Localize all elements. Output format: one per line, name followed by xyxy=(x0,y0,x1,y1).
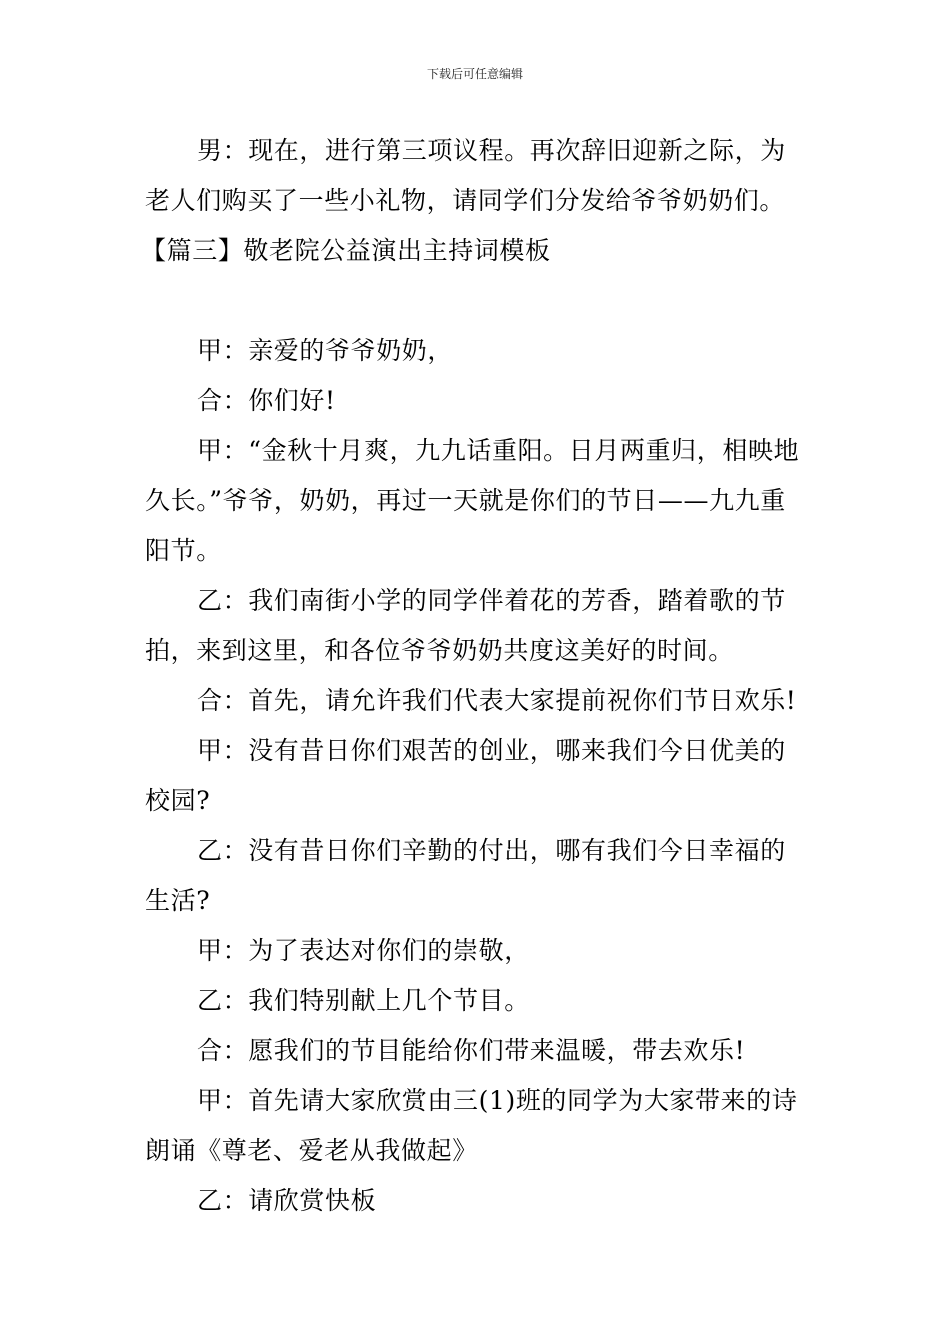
dialogue-line: 甲：亲爱的爷爷奶奶， xyxy=(197,336,454,365)
dialogue-line: 乙：我们特别献上几个节目。 xyxy=(197,986,530,1015)
document-body xyxy=(141,126,810,1226)
blank-line xyxy=(145,276,810,326)
dialogue-line: 乙：没有昔日你们辛勤的付出，哪有我们今日幸福的生活? xyxy=(145,836,786,915)
dialogue-line: 甲：首先请大家欣赏由三(1)班的同学为大家带来的诗朗诵《尊老、爱老从我做起》 xyxy=(145,1086,798,1165)
section-title: 【篇三】敬老院公益演出主持词模板 xyxy=(141,236,551,265)
paragraph-gifts: 男：现在，进行第三项议程。再次辞旧迎新之际，为老人们购买了一些小礼物，请同学们分发给爷爷奶奶们。 xyxy=(145,136,786,215)
dialogue-line: 甲：“金秋十月爽，九九话重阳。日月两重归，相映地久长。”爷爷，奶奶，再过一天就是你们的节日——九九重阳节。 xyxy=(145,436,800,565)
dialogue-line: 合：你们好! xyxy=(197,386,336,415)
dialogue-line: 甲：没有昔日你们艰苦的创业，哪来我们今日优美的校园? xyxy=(145,736,786,815)
dialogue-line: 合：首先，请允许我们代表大家提前祝你们节日欢乐! xyxy=(197,686,797,715)
dialogue-line: 乙：我们南街小学的同学伴着花的芳香，踏着歌的节拍，来到这里，和各位爷爷奶奶共度这美好的时间。 xyxy=(145,586,786,665)
dialogue-line: 乙：请欣赏快板 xyxy=(197,1186,377,1215)
dialogue-line: 合：愿我们的节目能给你们带来温暖，带去欢乐! xyxy=(197,1036,746,1065)
dialogue-line: 甲：为了表达对你们的崇敬， xyxy=(197,936,530,965)
page-header: 下载后可任意编辑 xyxy=(426,67,523,81)
